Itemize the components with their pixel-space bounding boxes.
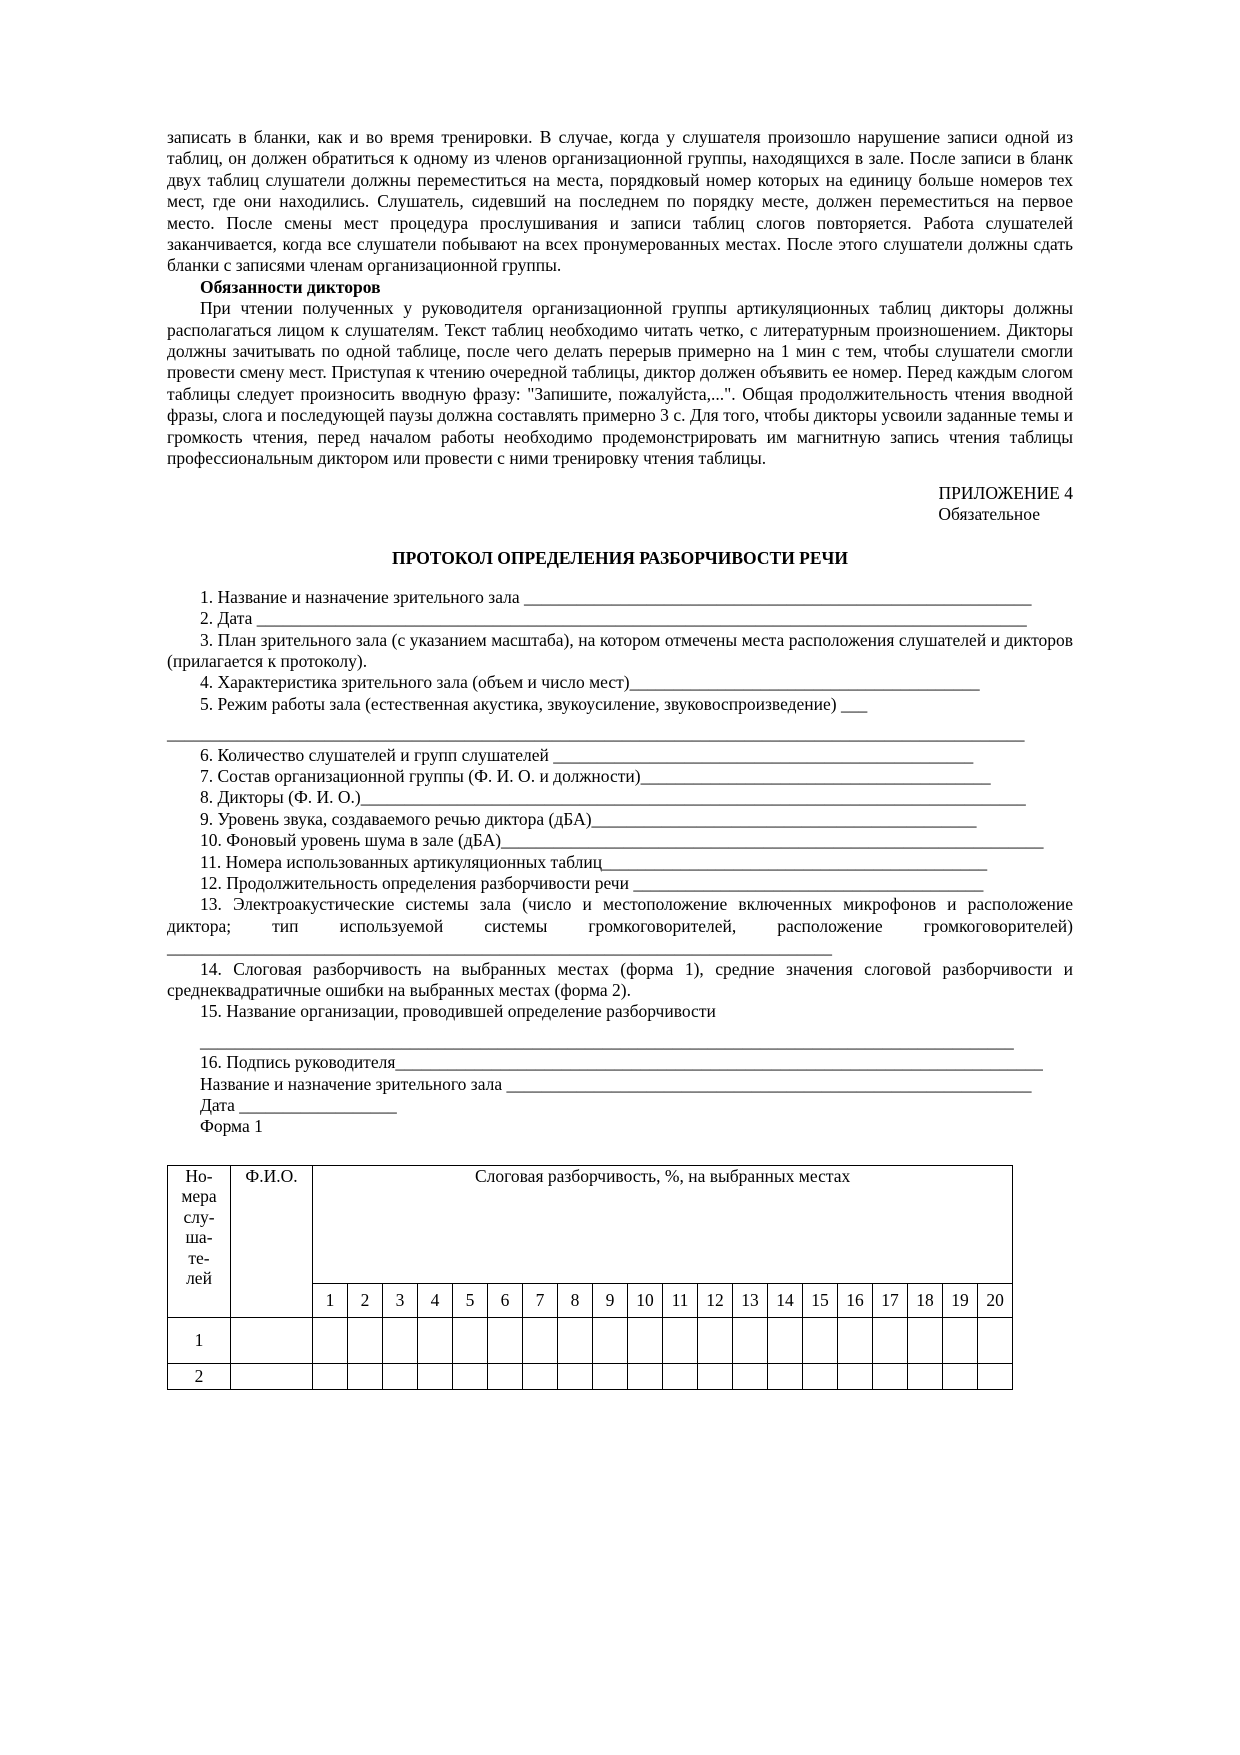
table-cell [523,1317,558,1363]
table-cell [523,1363,558,1389]
header-listener-numbers-line: слу- [183,1206,215,1227]
table-cell [348,1363,383,1389]
protocol-title: ПРОТОКОЛ ОПРЕДЕЛЕНИЯ РАЗБОРЧИВОСТИ РЕЧИ [392,548,848,569]
table-cell [418,1363,453,1389]
table-cell [803,1363,838,1389]
form-item-15: 15. Название организации, проводившей определение разборчивости [200,1001,716,1022]
table-cell [488,1363,523,1389]
table-cell [663,1363,698,1389]
table-row-2 [168,1363,1013,1389]
table-cell [978,1317,1013,1363]
table-cell [943,1363,978,1389]
appendix-title: ПРИЛОЖЕНИЕ 4 [938,482,1073,503]
form-item-15-continuation-blank: _____________________________________________________________________________________________ [200,1030,1014,1051]
table-cell [698,1317,733,1363]
col-header-13: 13 [733,1283,768,1317]
table-cell [803,1317,838,1363]
table-cell [768,1317,803,1363]
form-line-hall-name: Название и назначение зрительного зала ____________________________________________________________ [200,1073,1032,1094]
table-cell-fio [231,1317,313,1363]
header-listener-numbers-line: лей [186,1268,212,1289]
table-cell [418,1317,453,1363]
col-header-11: 11 [663,1283,698,1317]
form-item-8: 8. Дикторы (Ф. И. О.)____________________________________________________________________________ [200,787,1026,808]
table-cell [348,1317,383,1363]
row-label-1: 1 [168,1317,231,1363]
table-cell [943,1317,978,1363]
header-syllable-intelligibility: Слоговая разборчивость, %, на выбранных местах [313,1165,1013,1283]
form-item-2: 2. Дата ________________________________________________________________________________________ [200,608,1027,629]
table-cell [593,1317,628,1363]
table-cell [488,1317,523,1363]
col-header-3: 3 [383,1283,418,1317]
appendix-block [167,483,1073,526]
form-item-7: 7. Состав организационной группы (Ф. И. О. и должности)________________________________________ [200,765,991,786]
col-header-17: 17 [873,1283,908,1317]
table-cell-fio [231,1363,313,1389]
form-items [167,587,1073,1138]
col-header-4: 4 [418,1283,453,1317]
form-line-date: Дата __________________ [200,1095,397,1116]
table-cell [978,1363,1013,1389]
form-item-5-continuation-blank: __________________________________________________________________________________________________ [167,723,1025,744]
header-listener-numbers [168,1165,231,1317]
form-item-11: 11. Номера использованных артикуляционных таблиц____________________________________________ [200,851,988,872]
table-cell [558,1363,593,1389]
col-header-9: 9 [593,1283,628,1317]
appendix-subtitle: Обязательное [938,503,1040,524]
col-header-10: 10 [628,1283,663,1317]
table-cell [453,1317,488,1363]
form-item-1: 1. Название и назначение зрительного зала __________________________________________________________ [200,586,1032,607]
col-header-20: 20 [978,1283,1013,1317]
col-header-8: 8 [558,1283,593,1317]
form-item-3: 3. План зрительного зала (с указанием масштаба), на котором отмечены места расположения слушателей и дикторов (прилагается к протоколу). [167,629,1073,671]
table-cell [873,1317,908,1363]
form-item-10: 10. Фоновый уровень шума в зале (дБА)______________________________________________________________ [200,830,1044,851]
table-cell [593,1363,628,1389]
syllable-intelligibility-table [167,1165,1013,1390]
page-content [167,127,1073,1390]
form-item-16: 16. Подпись руководителя__________________________________________________________________________ [200,1052,1043,1073]
paragraph-listeners-procedure: записать в бланки, как и во время тренировки. В случае, когда у слушателя произошло нарушение записи одной из таблиц, он должен обратиться к одному из членов организационной группы, находящихся в зале. После записи в бланк двух таблиц слушатели должны переместиться на места, порядковый номер которых на единицу больше номеров тех мест, где они находились. Слушатель, сидевший на последнем по порядку месте, должен переместиться на первое место. После смены мест процедура прослушивания и записи таблиц слогов повторяется. Работа слушателей заканчивается, когда все слушатели побывают на всех пронумерованных местах. После этого слушатели должны сдать бланки с записями членам организационной группы. [167,127,1073,276]
col-header-7: 7 [523,1283,558,1317]
table-row-1 [168,1317,1013,1363]
row-label-2: 2 [168,1363,231,1389]
table-cell [908,1363,943,1389]
table-cell [838,1317,873,1363]
table-cell [873,1363,908,1389]
table-cell [908,1317,943,1363]
table-cell [383,1317,418,1363]
header-fio: Ф.И.О. [231,1165,313,1317]
table-cell [313,1317,348,1363]
col-header-16: 16 [838,1283,873,1317]
header-listener-numbers-line: ша- [185,1227,213,1248]
table-cell [453,1363,488,1389]
form-item-12: 12. Продолжительность определения разборчивости речи ________________________________________ [200,873,984,893]
col-header-14: 14 [768,1283,803,1317]
form-1-table-wrapper [167,1165,1073,1390]
table-cell [313,1363,348,1389]
col-header-1: 1 [313,1283,348,1317]
paragraph-speakers-duties: При чтении полученных у руководителя организационной группы артикуляционных таблиц дикторы должны располагаться лицом к слушателям. Текст таблиц необходимо читать четко, с литературным произношением. Дикторы должны зачитывать по одной таблице, после чего делать перерыв примерно на 1 мин с тем, чтобы слушатели смогли провести смену мест. Приступая к чтению очередной таблицы, диктор должен объявить ее номер. Перед каждым слогом таблицы следует произносить вводную фразу: "Запишите, пожалуйста,...". Общая продолжительность чтения вводной фразы, слога и последующей паузы должна составлять примерно 3 с. Для того, чтобы дикторы усвоили заданные темы и громкость чтения, перед началом работы необходимо продемонстрировать им магнитную запись чтения таблицы профессиональным диктором или провести с ними тренировку чтения таблицы. [167,298,1073,469]
form-1-label: Форма 1 [200,1116,263,1137]
table-cell [628,1363,663,1389]
form-item-13: 13. Электроакустические системы зала (число и местоположение включенных микрофонов и расположение диктора; тип используемой системы громкоговорителей, расположение громкоговорителей) ____________________________________________________________________________ [167,894,1073,958]
table-cell [838,1363,873,1389]
col-header-18: 18 [908,1283,943,1317]
table-cell [698,1363,733,1389]
table-header-row-1 [168,1165,1013,1283]
form-item-14: 14. Слоговая разборчивость на выбранных местах (форма 1), средние значения слоговой разборчивости и среднеквадратичные ошибки на выбранных местах (форма 2). [167,958,1073,1001]
col-header-2: 2 [348,1283,383,1317]
header-listener-numbers-line: те- [188,1247,210,1268]
form-item-6: 6. Количество слушателей и групп слушателей ________________________________________________ [200,744,974,765]
table-cell [628,1317,663,1363]
table-cell [733,1363,768,1389]
table-cell [733,1317,768,1363]
col-header-15: 15 [803,1283,838,1317]
form-item-9: 9. Уровень звука, создаваемого речью диктора (дБА)____________________________________________ [200,808,977,829]
col-header-19: 19 [943,1283,978,1317]
table-cell [663,1317,698,1363]
table-cell [558,1317,593,1363]
table-cell [768,1363,803,1389]
col-header-5: 5 [453,1283,488,1317]
col-header-6: 6 [488,1283,523,1317]
col-header-12: 12 [698,1283,733,1317]
form-item-5: 5. Режим работы зала (естественная акустика, звукоусиление, звуковоспроизведение) ___ [200,693,868,714]
table-cell [383,1363,418,1389]
form-item-4: 4. Характеристика зрительного зала (объем и число мест)________________________________________ [200,672,980,693]
header-listener-numbers-line: Но- [185,1165,213,1186]
heading-duties-of-speakers: Обязанности дикторов [200,276,381,297]
header-listener-numbers-line: мера [181,1186,217,1207]
